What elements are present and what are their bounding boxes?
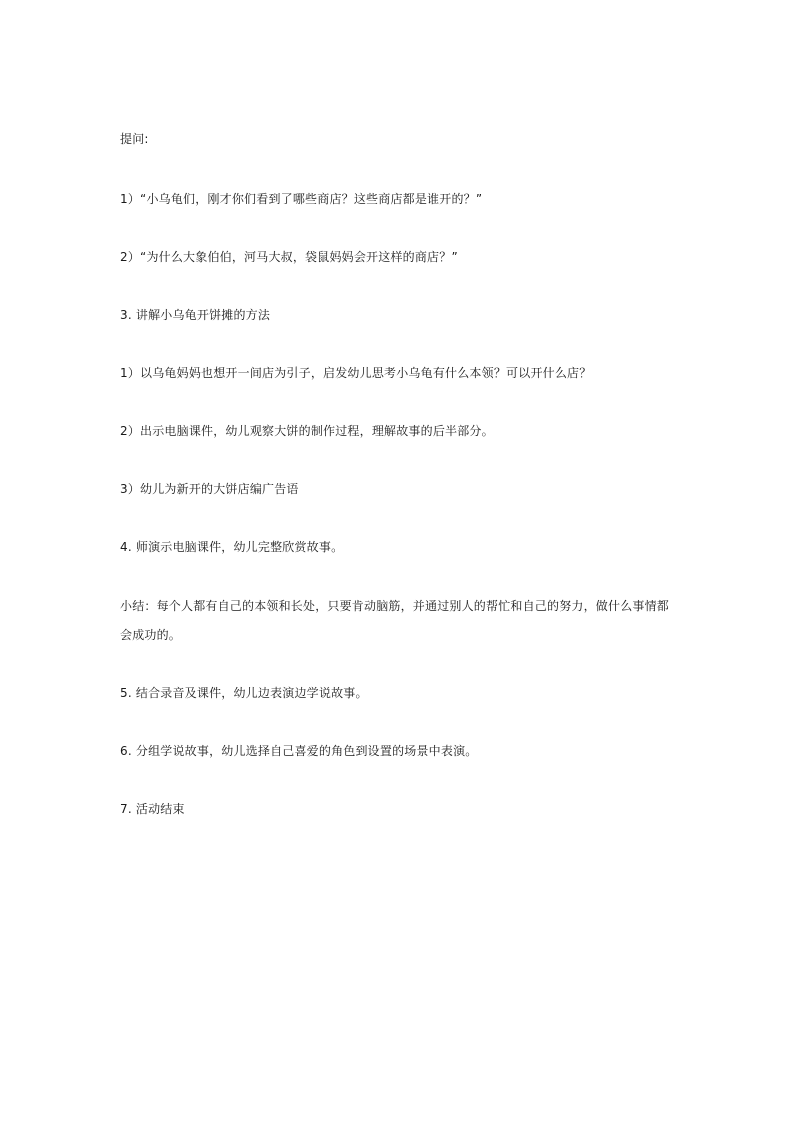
question-2: 2）“为什么大象伯伯，河马大叔，袋鼠妈妈会开这样的商店？” [120,250,458,264]
question-1: 1）“小乌龟们，刚才你们看到了哪些商店？这些商店都是谁开的？” [120,192,483,206]
question-heading: 提问: [120,132,149,146]
step-7-heading: 7. 活动结束 [120,802,185,816]
step-3-heading: 3. 讲解小乌龟开饼摊的方法 [120,308,271,322]
step-3-item-3: 3）幼儿为新开的大饼店编广告语 [120,482,299,496]
summary-paragraph: 小结：每个人都有自己的本领和长处，只要肯动脑筋，并通过别人的帮忙和自己的努力，做什么事情都会成功的。 [120,599,670,642]
step-4-heading: 4. 师演示电脑课件，幼儿完整欣赏故事。 [120,540,344,554]
step-5-heading: 5. 结合录音及课件，幼儿边表演边学说故事。 [120,686,368,700]
step-6-heading: 6. 分组学说故事，幼儿选择自己喜爱的角色到设置的场景中表演。 [120,744,478,758]
step-3-item-2: 2）出示电脑课件，幼儿观察大饼的制作过程，理解故事的后半部分。 [120,424,494,438]
step-3-item-1: 1）以乌龟妈妈也想开一间店为引子，启发幼儿思考小乌龟有什么本领？可以开什么店？ [120,366,592,380]
